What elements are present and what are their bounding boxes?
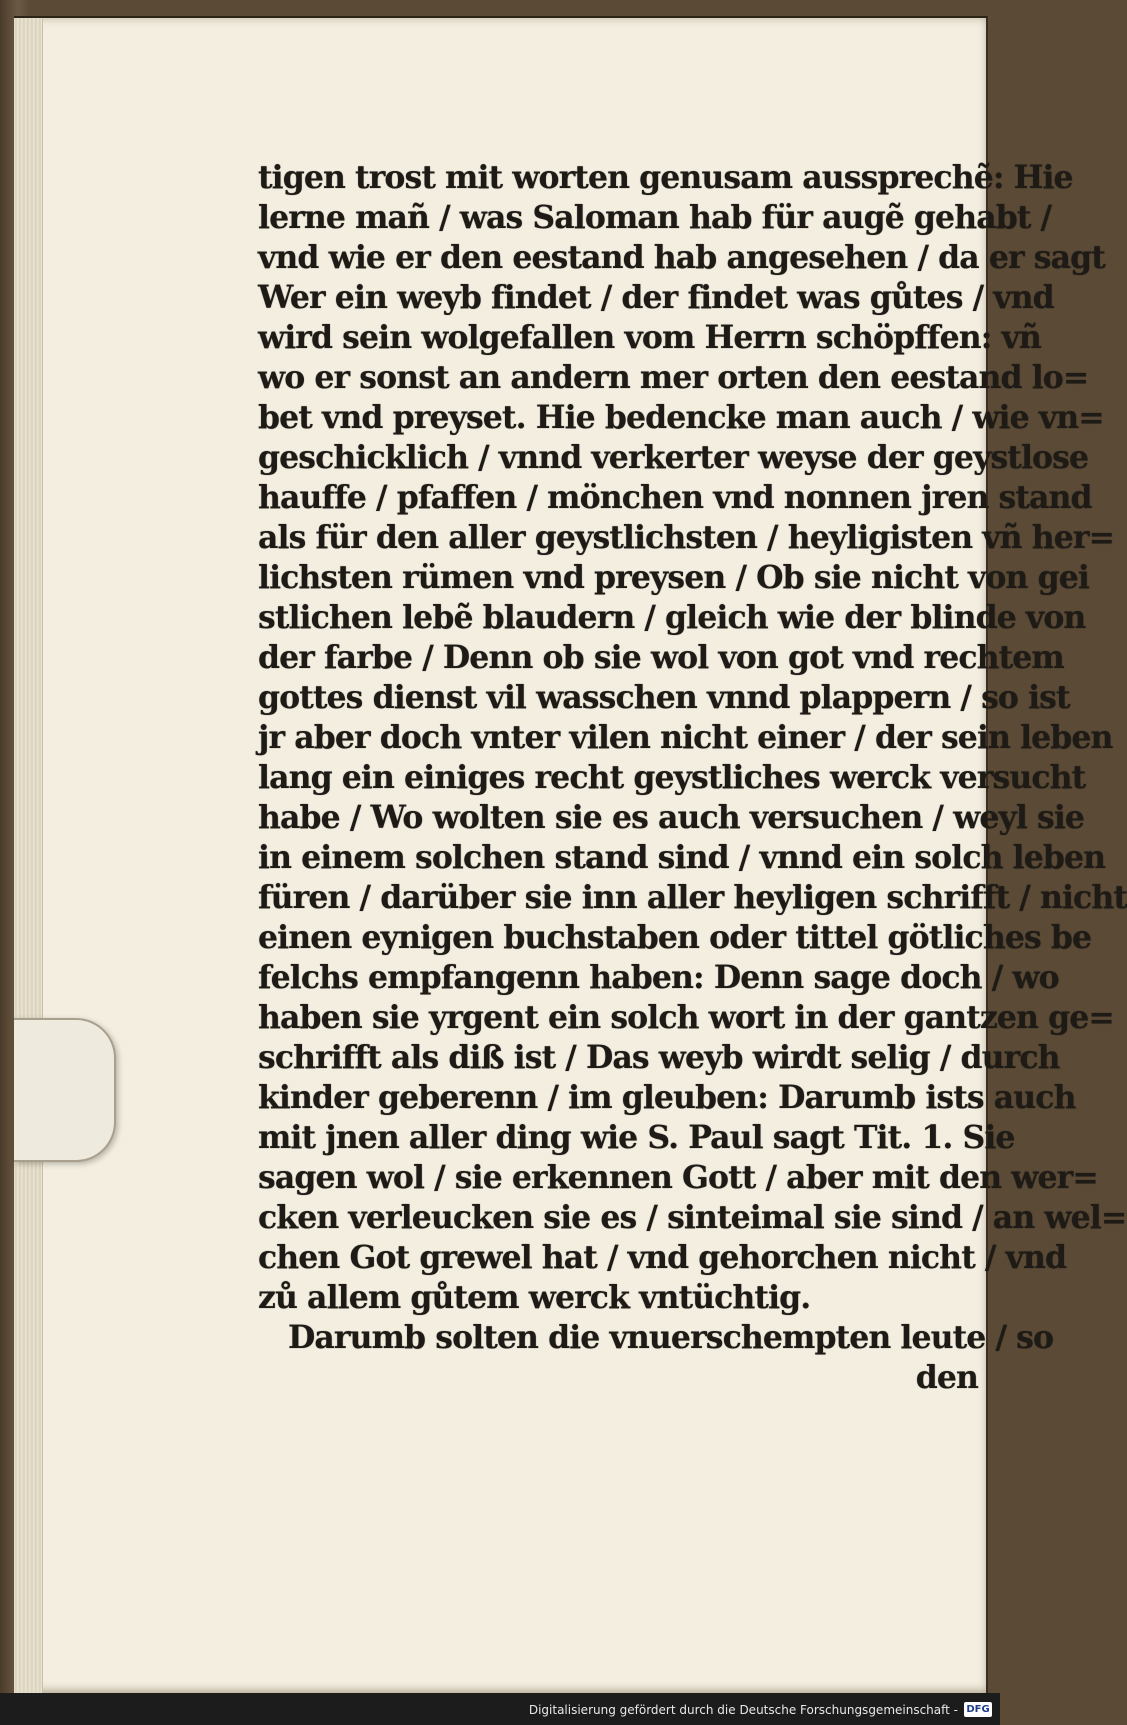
text-line: kinder geberenn / im gleuben: Darumb ists auch	[258, 1079, 1076, 1116]
text-line: bet vnd preyset. Hie bedencke man auch / wie vn=	[258, 399, 1104, 436]
text-line: jr aber doch vnter vilen nicht einer / der sein leben	[258, 719, 1113, 756]
text-line: sagen wol / sie erkennen Gott / aber mit den wer=	[258, 1159, 1098, 1196]
text-line: hauffe / pfaffen / mönchen vnd nonnen jren stand	[258, 479, 1092, 516]
page-gutter	[14, 18, 43, 1694]
text-line: cken verleucken sie es / sinteimal sie sind / an wel=	[258, 1199, 1127, 1236]
text-line: wo er sonst an andern mer orten den eestand lo=	[258, 359, 1089, 396]
text-line: als für den aller geystlichsten / heyligisten vñ her=	[258, 519, 1115, 556]
text-line: geschicklich / vnnd verkerter weyse der geystlose	[258, 439, 1089, 476]
text-line: chen Got grewel hat / vnd gehorchen nicht / vnd	[258, 1239, 1067, 1276]
text-line: Wer ein weyb findet / der findet was gůtes / vnd	[258, 279, 1054, 316]
dfg-logo-icon: DFG	[964, 1702, 992, 1717]
text-line: schrifft als diß ist / Das weyb wirdt selig / durch	[258, 1039, 1060, 1076]
footer-bar	[0, 1693, 1000, 1725]
text-block	[258, 158, 1127, 1398]
catchword: den	[915, 1359, 978, 1396]
text-line: füren / darüber sie inn aller heyligen schrifft / nicht	[258, 879, 1127, 916]
text-line: der farbe / Denn ob sie wol von got vnd rechtem	[258, 639, 1064, 676]
text-line: lichsten rümen vnd preysen / Ob sie nicht von gei	[258, 559, 1089, 596]
text-line: gottes dienst vil wasschen vnnd plappern / so ist	[258, 679, 1070, 716]
text-line: zů allem gůtem werck vntüchtig.	[258, 1279, 811, 1316]
funding-credit: Digitalisierung gefördert durch die Deutsche Forschungsgemeinschaft -	[528, 1703, 958, 1717]
text-line: haben sie yrgent ein solch wort in der gantzen ge=	[258, 999, 1114, 1036]
paragraph-start-line: Darumb solten die vnuerschempten leute / so	[288, 1319, 1054, 1356]
text-line: mit jnen aller ding wie S. Paul sagt Tit. 1. Sie	[258, 1119, 1015, 1156]
text-line: einen eynigen buchstaben oder tittel götliches be	[258, 919, 1092, 956]
text-line: stlichen lebẽ blaudern / gleich wie der blinde von	[258, 599, 1086, 636]
text-line: vnd wie er den eestand hab angesehen / da er sagt	[258, 239, 1105, 276]
book-page	[14, 16, 1127, 1694]
text-line: in einem solchen stand sind / vnnd ein solch leben	[258, 839, 1106, 876]
text-line: lerne mañ / was Saloman hab für augẽ gehabt /	[258, 199, 1052, 236]
text-line: habe / Wo wolten sie es auch versuchen / weyl sie	[258, 799, 1085, 836]
page-clip	[14, 1018, 116, 1162]
text-line: wird sein wolgefallen vom Herrn schöpffen: vñ	[258, 319, 1041, 356]
text-line: felchs empfangenn haben: Denn sage doch / wo	[258, 959, 1059, 996]
text-line: lang ein einiges recht geystliches werck versucht	[258, 759, 1086, 796]
text-line: tigen trost mit worten genusam aussprechẽ: Hie	[258, 159, 1073, 196]
